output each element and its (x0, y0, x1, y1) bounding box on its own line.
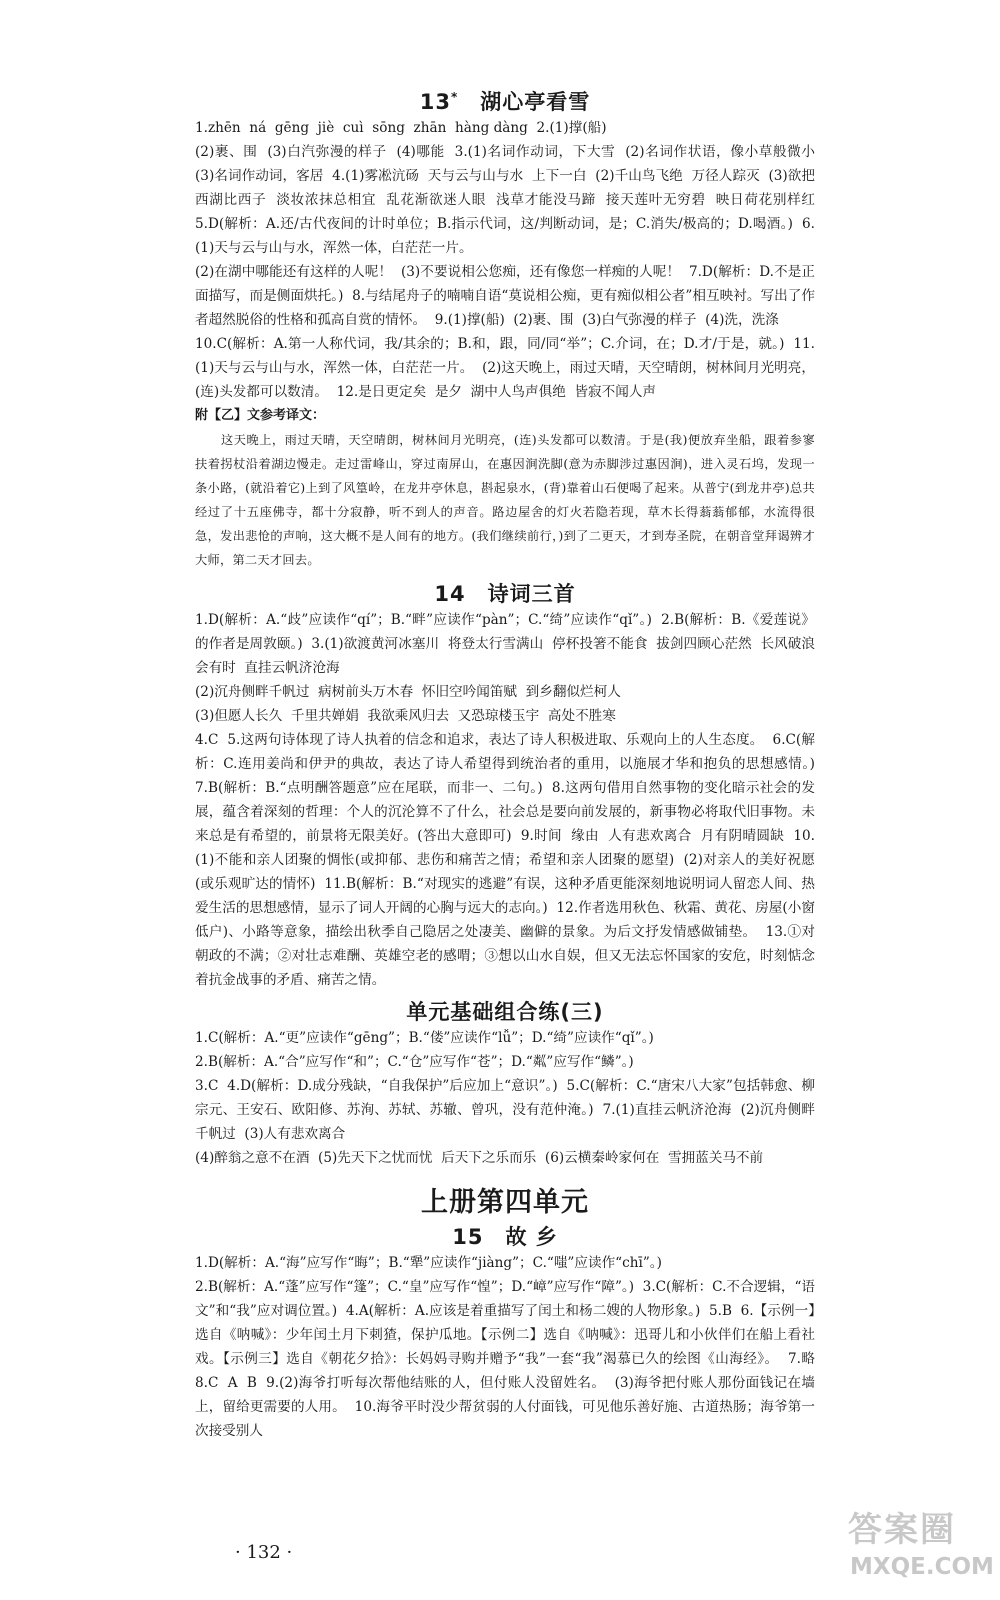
appendix-translation: 这天晚上，雨过天晴，天空晴朗，树林间月光明亮，(连)头发都可以数清。于是(我)便放弃坐船，跟着参寥扶着拐杖沿着湖边慢走。走过雷峰山，穿过南屏山，在惠因涧洗脚(意为赤脚涉过惠因涧)，进入灵石坞，发现一条小路，(就沿着它)上到了风篁岭，在龙井亭休息，斟起泉水，(背)靠着山石便喝了起来。从普宁(到龙井亭)总共经过了十五座佛寺，都十分寂静，听不到人的声音。路边屋舍的灯火若隐若现，草木长得蓊蓊郁郁，水流得很急，发出悲怆的声响，这大概不是人间有的地方。(我们继续前行，)到了二更天，才到寿圣院，在朝音堂拜谒辨才大师，第二天才回去。 (195, 433, 815, 567)
section-15-number: 15 (452, 1225, 484, 1249)
appendix-label: 附【乙】文参考译文： (195, 408, 326, 423)
section-15-answers: 1.D(解析：A.“海”应写作“晦”；B.“犟”应读作“jiàng”；C.“嗤”应读作“chī”。) 2.B(解析：A.“蓬”应写作“篷”；C.“皇”应写作“惶”；D.“嶂”应写作“障”。) 3.C(解析：C.不合逻辑，“语文”和“我”应对调位置。) 4.A(解析：A.应该是着重描写了闰土和杨二嫂的人物形象。) 5.B 6.【示例一】选自《呐喊》：少年闰土月下刺猹，保护瓜地。【示例二】选自《呐喊》：迅哥儿和小伙伴们在船上看社戏。【示例三】选自《朝花夕拾》：长妈妈寻购并赠予“我”一套“我”渴慕已久的绘图《山海经》。 7.略 8.C A B 9.(2)海爷打听每次帮他结账的人，但付账人没留姓名。 (3)海爷把付账人那份面钱记在墙上，留给更需要的人用。 10.海爷平时没少帮贫弱的人付面钱，可见他乐善好施、古道热肠；海爷第一次接受别人 (195, 1255, 815, 1439)
watermark-url: MXQE.COM (850, 1554, 994, 1580)
unit-3-practice-answers: 1.C(解析：A.“更”应读作“gēng”；B.“偻”应读作“lǚ”；D.“绮”应读作“qǐ”。) 2.B(解析：A.“合”应写作“和”；C.“仓”应写作“苍”；D.“粼”应写作“鳞”。) 3.C 4.D(解析：D.成分残缺，“自我保护”后应加上“意识”。) 5.C(解析：C.“唐宋八大家”包括韩愈、柳宗元、王安石、欧阳修、苏洵、苏轼、苏辙、曾巩，没有范仲淹。) 7.(1)直挂云帆济沧海 (2)沉舟侧畔千帆过 (3)人有悲欢离合 (4)醉翁之意不在酒 (5)先天下之忧而忧 后天下之乐而乐 (6)云横秦岭家何在 雪拥蓝关马不前 (195, 1030, 815, 1166)
section-13-title: 湖心亭看雪 (480, 90, 591, 114)
watermark-text: 答案圈 (848, 1510, 956, 1550)
section-14-number: 14 (434, 582, 466, 606)
unit-3-practice-heading: 单元基础组合练(三) (406, 1000, 604, 1024)
section-13-star: * (450, 90, 459, 104)
page-number: · 132 · (235, 1542, 293, 1563)
answer-page (195, 86, 815, 1443)
section-14-title: 诗词三首 (487, 582, 576, 606)
watermark-logo (846, 1500, 994, 1590)
section-13-number: 13 (419, 90, 451, 114)
section-13-answers: 1.zhēn ná gēng jiè cuì sōng zhān hàng dàng 2.(1)撑(船) (2)裹、围 (3)白汽弥漫的样子 (4)哪能 3.(1)名词作动词，下大雪 (2)名词作状语，像小草般微小 (3)名词作动词，客居 4.(1)雾凇沆砀 天与云与山与水 上下一白 (2)千山鸟飞绝 万径人踪灭 (3)欲把西湖比西子 淡妆浓抹总相宜 乱花渐欲迷人眼 浅草才能没马蹄 接天莲叶无穷碧 映日荷花别样红 5.D(解析：A.还/古代夜间的计时单位；B.指示代词，这/判断动词，是；C.消失/极高的；D.喝酒。) 6.(1)天与云与山与水，浑然一体，白茫茫一片。 (2)在湖中哪能还有这样的人呢！ (3)不要说相公您痴，还有像您一样痴的人呢！ 7.D(解析：D.不是正面描写，而是侧面烘托。) 8.与结尾舟子的喃喃自语“莫说相公痴，更有痴似相公者”相互映衬。写出了作者超然脱俗的性格和孤高自赏的情怀。 9.(1)撑(船) (2)裹、围 (3)白气弥漫的样子 (4)洗，洗涤 10.C(解析：A.第一人称代词，我/其余的；B.和，跟，同/同“举”；C.介词，在；D.才/于是，就。) 11.(1)天与云与山与水，浑然一体，白茫茫一片。 (2)这天晚上，雨过天晴，天空晴朗，树林间月光明亮，(连)头发都可以数清。 12.是日更定矣 是夕 湖中人鸟声俱绝 皆寂不闻人声 (195, 120, 815, 400)
unit-4-heading: 上册第四单元 (421, 1187, 589, 1218)
section-14-heading (195, 578, 815, 608)
section-15-title: 故 乡 (505, 1225, 558, 1249)
section-14-answers: 1.D(解析：A.“歧”应读作“qí”；B.“畔”应读作“pàn”；C.“绮”应读作“qǐ”。) 2.B(解析：B.《爱莲说》的作者是周敦颐。) 3.(1)欲渡黄河冰塞川 将登太行雪满山 停杯投箸不能食 拔剑四顾心茫然 长风破浪会有时 直挂云帆济沧海 (2)沉舟侧畔千帆过 病树前头万木春 怀旧空吟闻笛赋 到乡翻似烂柯人 (3)但愿人长久 千里共婵娟 我欲乘风归去 又恐琼楼玉宇 高处不胜寒 4.C 5.这两句诗体现了诗人执着的信念和追求，表达了诗人积极进取、乐观向上的人生态度。 6.C(解析：C.连用姜尚和伊尹的典故，表达了诗人希望得到统治者的重用，以施展才华和抱负的思想感情。) 7.B(解析：B.“点明酬答题意”应在尾联，而非一、二句。) 8.这两句借用自然事物的变化暗示社会的发展，蕴含着深刻的哲理：个人的沉沦算不了什么，社会总是要向前发展的，新事物必将取代旧事物。未来总是有希望的，前景将无限美好。(答出大意即可) 9.时间 缘由 人有悲欢离合 月有阴晴圆缺 10.(1)不能和亲人团聚的惆怅(或抑郁、悲伤和痛苦之情；希望和亲人团聚的愿望) (2)对亲人的美好祝愿(或乐观旷达的情怀) 11.B(解析：B.“对现实的逃避”有误，这种矛盾更能深刻地说明词人留恋人间、热爱生活的思想感情，显示了词人开阔的心胸与远大的志向。) 12.作者选用秋色、秋霜、黄花、房屋(小窗低户)、小路等意象，描绘出秋季自己隐居之处凄美、幽僻的景象。为后文抒发情感做铺垫。 13.①对朝政的不满；②对壮志难酬、英雄空老的感喟；③想以山水自娱，但又无法忘怀国家的安危，时刻惦念着抗金战事的矛盾、痛苦之情。 (195, 612, 815, 988)
section-13-heading (195, 86, 815, 116)
section-15-heading (195, 1221, 815, 1251)
